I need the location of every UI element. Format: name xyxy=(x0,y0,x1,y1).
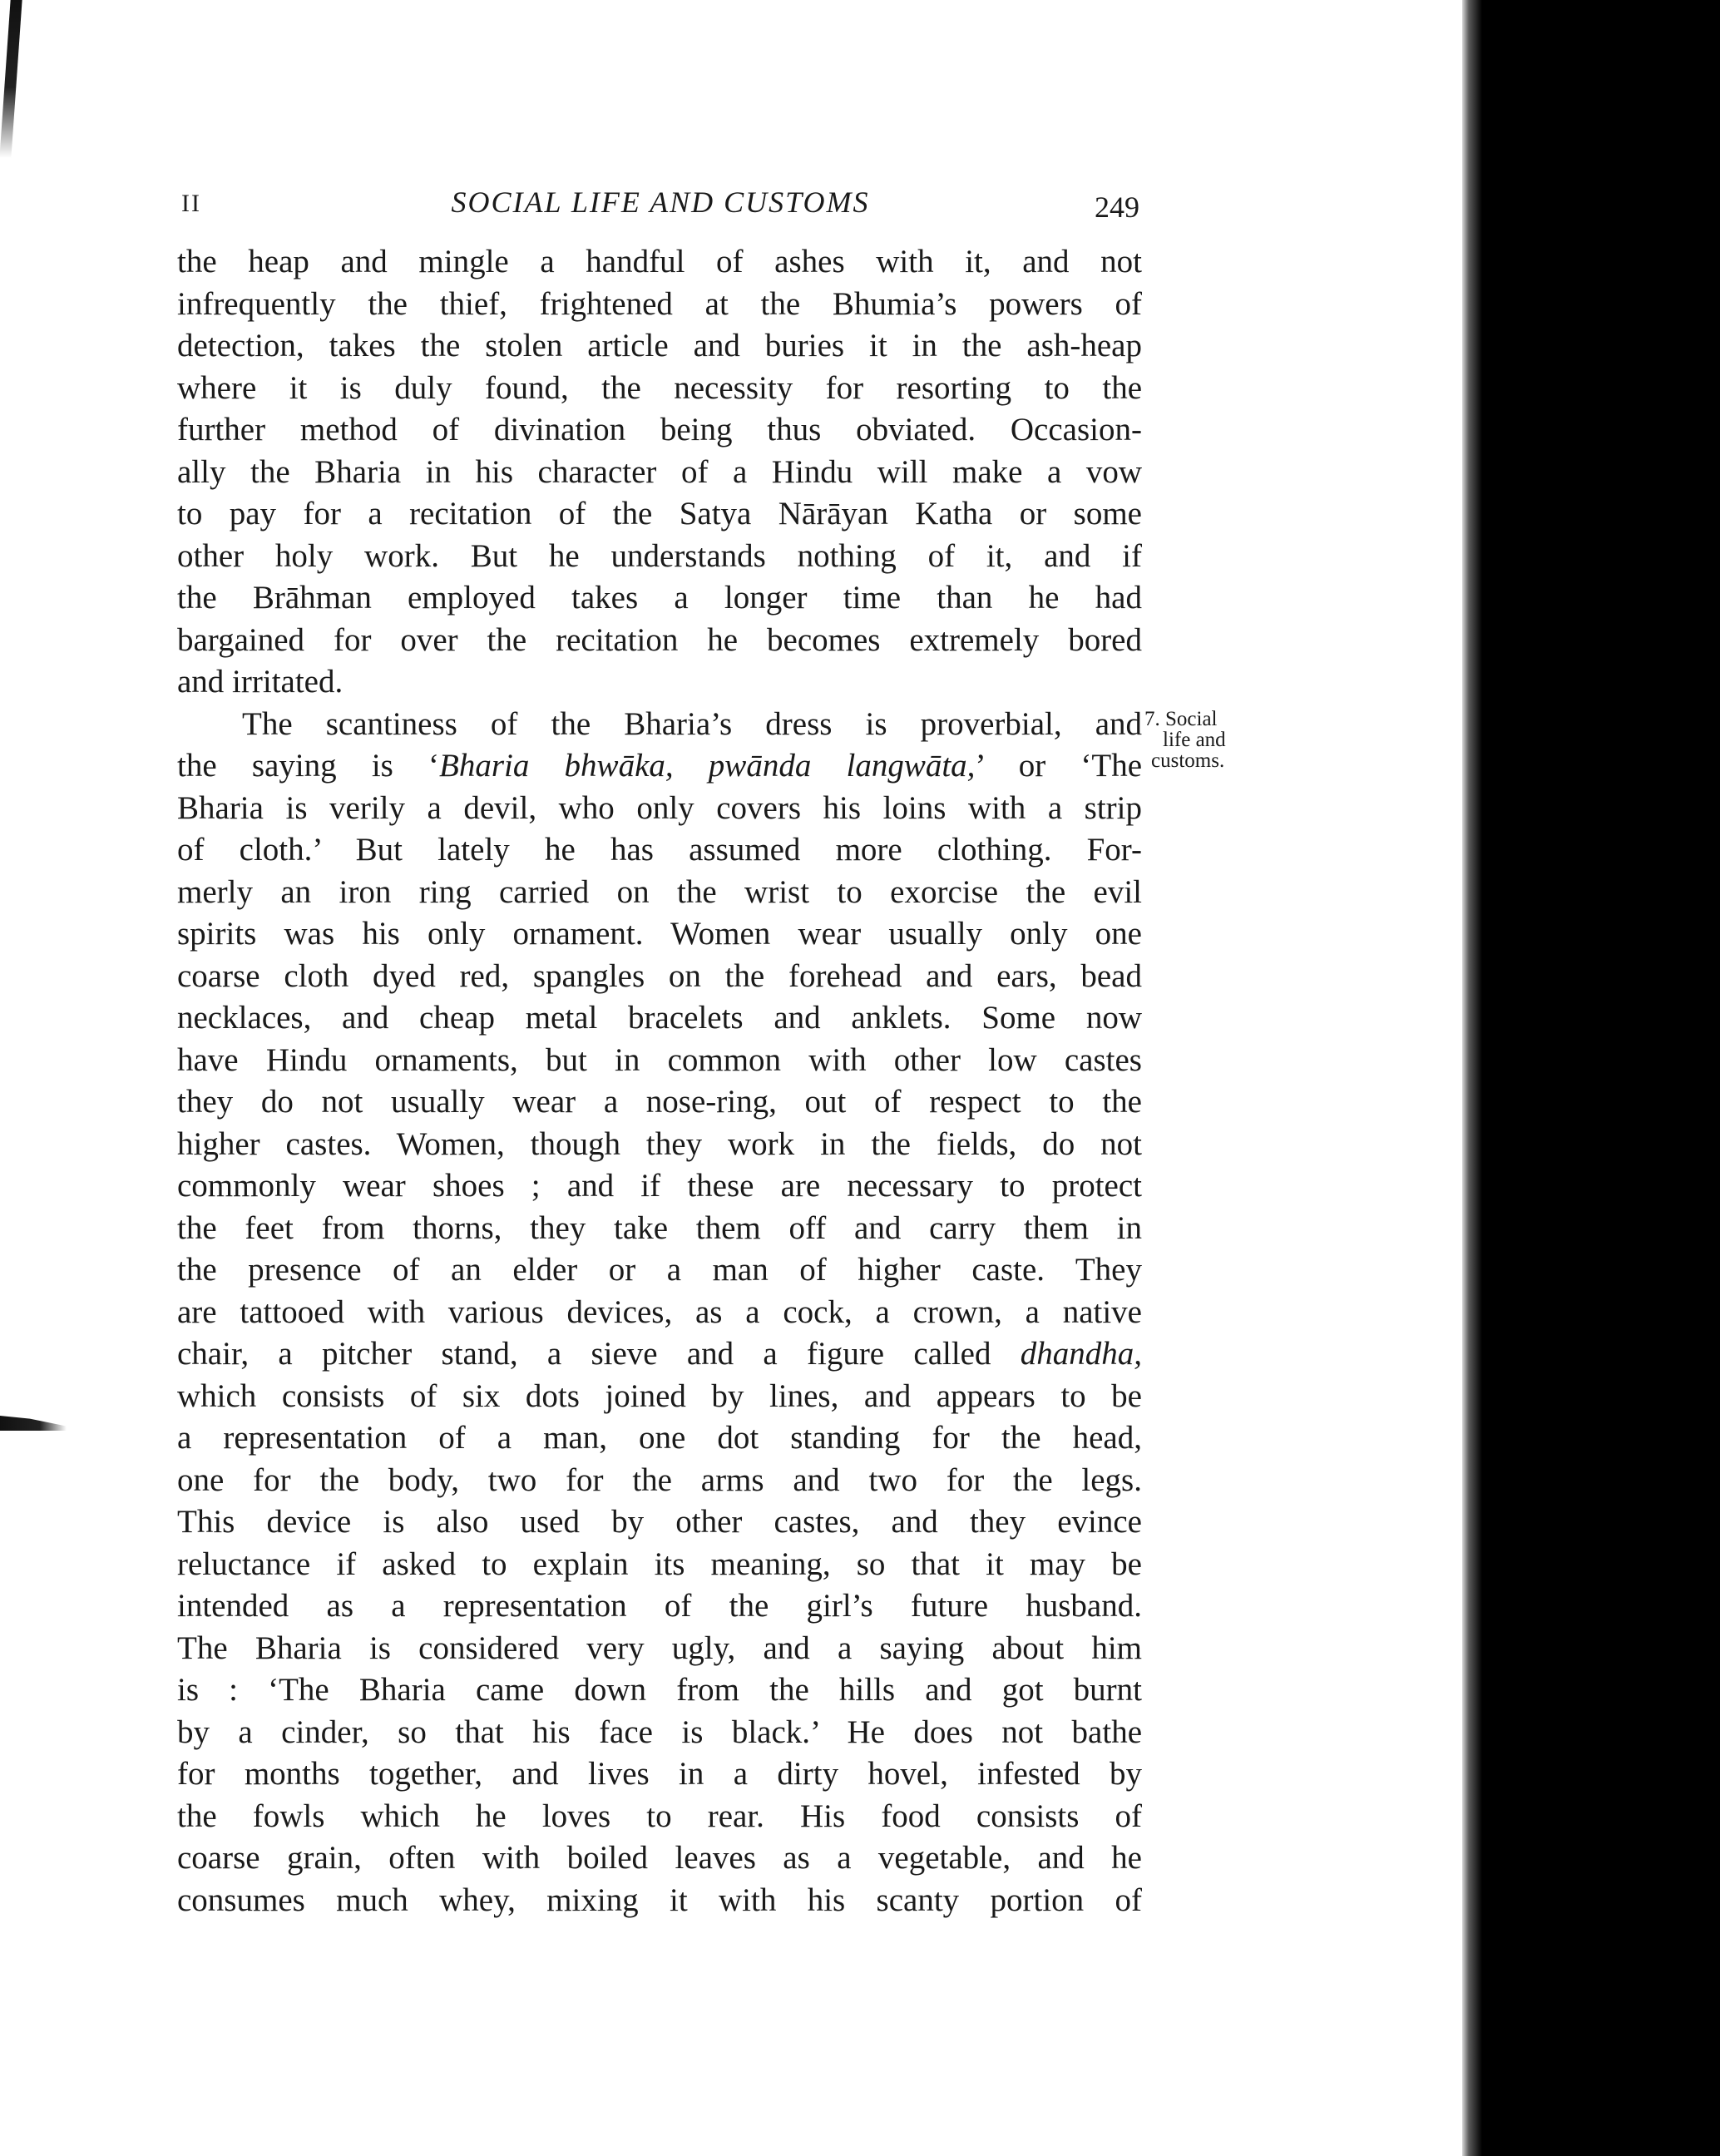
text-line: by a cinder, so that his face is black.’ He does not bathe xyxy=(177,1713,1142,1750)
text-line: necklaces, and cheap metal bracelets and anklets. Some now xyxy=(177,1000,1142,1036)
text-line: higher castes. Women, though they work in the fields, do not xyxy=(177,1125,1142,1162)
text-line: a representation of a man, one dot standing for the head, xyxy=(177,1420,1142,1456)
text-line: consumes much whey, mixing it with his scanty portion of xyxy=(177,1882,1142,1918)
text-line-with-quote xyxy=(177,745,1142,788)
text-line: have Hindu ornaments, but in common with other low castes xyxy=(177,1041,1142,1078)
text-line: the presence of an elder or a man of higher caste. They xyxy=(177,1252,1142,1288)
text-line: the Brāhman employed takes a longer time than he had xyxy=(177,580,1142,616)
running-header xyxy=(181,179,1139,225)
marginal-note-line: customs. xyxy=(1151,749,1225,772)
text-line: of cloth.’ But lately he has assumed more clothing. For- xyxy=(177,832,1142,868)
text-line: the feet from thorns, they take them off and carry them in xyxy=(177,1209,1142,1246)
text-line: coarse grain, often with boiled leaves as a vegetable, and he xyxy=(177,1840,1142,1876)
term-lead: chair, a pitcher stand, a sieve and a figure called xyxy=(177,1336,1021,1372)
marginal-note xyxy=(1144,709,1269,771)
text-line: commonly wear shoes ; and if these are necessary to protect xyxy=(177,1168,1142,1204)
quote-tail: ’ or ‘The xyxy=(975,748,1143,784)
text-line: coarse cloth dyed red, spangles on the forehead and ears, bead xyxy=(177,957,1142,994)
text-line: Bharia is verily a devil, who only covers his loins with a strip xyxy=(177,789,1142,826)
chapter-numeral: II xyxy=(181,190,201,217)
text-line: are tattooed with various devices, as a cock, a crown, a native xyxy=(177,1293,1142,1330)
text-line: one for the body, two for the arms and two for the legs. xyxy=(177,1461,1142,1498)
body-text xyxy=(177,241,1142,1921)
text-line: bargained for over the recitation he becomes extremely bored xyxy=(177,621,1142,658)
text-line: spirits was his only ornament. Women wear usually only one xyxy=(177,916,1142,952)
text-line: which consists of six dots joined by lines, and appears to be xyxy=(177,1377,1142,1414)
text-line: This device is also used by other castes, and they evince xyxy=(177,1504,1142,1540)
scan-mark-bottom-left xyxy=(0,1416,67,1431)
page-number: 249 xyxy=(1095,190,1139,224)
text-line: for months together, and lives in a dirty hovel, infested by xyxy=(177,1756,1142,1792)
text-line: intended as a representation of the girl’s future husband. xyxy=(177,1588,1142,1624)
text-line: the heap and mingle a handful of ashes with it, and not xyxy=(177,244,1142,279)
text-line: where it is duly found, the necessity for resorting to the xyxy=(177,369,1142,406)
text-line: ally the Bharia in his character of a Hindu will make a vow xyxy=(177,453,1142,490)
text-line: the fowls which he loves to rear. His food consists of xyxy=(177,1797,1142,1834)
scan-mark-top-left xyxy=(0,0,22,158)
text-line: infrequently the thief, frightened at the Bhumia’s powers of xyxy=(177,285,1142,322)
text-line: merly an iron ring carried on the wrist to exorcise the evil xyxy=(177,873,1142,910)
text-line: other holy work. But he understands nothing of it, and if xyxy=(177,537,1142,574)
text-line: further method of divination being thus obviated. Occasion- xyxy=(177,412,1142,448)
text-line: The Bharia is considered very ugly, and a saying about him xyxy=(177,1629,1142,1666)
paragraph-first-line: The scantiness of the Bharia’s dress is proverbial, and xyxy=(242,705,1142,742)
text-line: detection, takes the stolen article and buries it in the ash-heap xyxy=(177,328,1142,363)
text-line: and irritated. xyxy=(177,664,344,700)
hindi-saying: Bharia bhwāka, pwānda langwāta, xyxy=(439,748,976,784)
text-line: reluctance if asked to explain its meaning, so that it may be xyxy=(177,1545,1142,1582)
text-line: to pay for a recitation of the Satya Nārāyan Katha or some xyxy=(177,496,1142,532)
text-line: is : ‘The Bharia came down from the hills and got burnt xyxy=(177,1672,1142,1708)
marginal-note-line: life and xyxy=(1163,729,1226,751)
quote-lead: the saying is ‘ xyxy=(177,748,440,784)
text-line: they do not usually wear a nose-ring, out of respect to the xyxy=(177,1084,1142,1120)
text-line-with-term xyxy=(177,1333,1142,1376)
marginal-note-line: 7. Social xyxy=(1144,708,1218,730)
term-dhandha: dhandha, xyxy=(1020,1336,1142,1372)
scan-dark-edge xyxy=(1462,0,1720,2156)
running-title: SOCIAL LIFE AND CUSTOMS xyxy=(451,185,870,219)
